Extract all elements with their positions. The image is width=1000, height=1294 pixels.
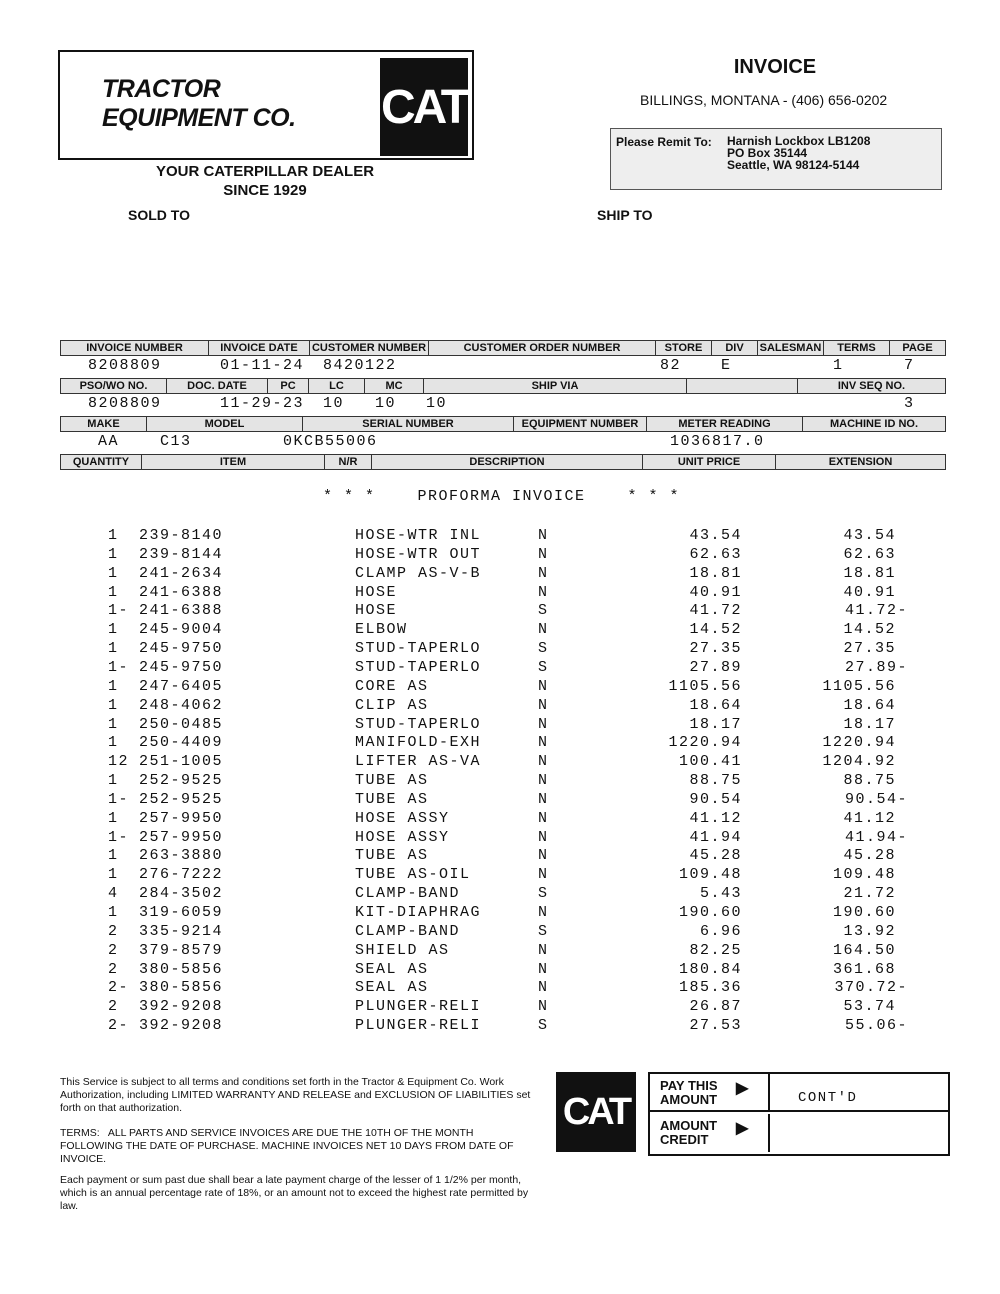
unit-price: 41.94 xyxy=(689,828,742,846)
new-reman-code: N xyxy=(538,828,549,846)
unit-price: 88.75 xyxy=(689,772,742,790)
new-reman-code: N xyxy=(538,696,549,714)
page-number: 7 xyxy=(904,357,915,374)
new-reman-code: S xyxy=(538,1017,549,1035)
late-charge-notice: Each payment or sum past due shall bear a late payment charge of the lesser of 1 1/2% per month, which is an annual percentage rate of 18%, or an amount not to exceed the highest rate permitted by law. xyxy=(60,1174,529,1212)
pso-wo-number: 8208809 xyxy=(88,395,162,412)
new-reman-code: N xyxy=(538,941,549,959)
item-number: 380-5856 xyxy=(139,960,224,978)
unit-price: 1220.94 xyxy=(668,734,742,752)
quantity: 1 xyxy=(108,640,119,658)
new-reman-code: N xyxy=(538,790,549,808)
new-reman-code: N xyxy=(538,677,549,695)
item-number: 245-9750 xyxy=(139,658,224,676)
meter-reading: 1036817.0 xyxy=(670,433,765,450)
new-reman-code: N xyxy=(538,772,549,790)
new-reman-code: S xyxy=(538,885,549,903)
remit-to-box xyxy=(610,128,942,190)
description: CLAMP-BAND xyxy=(355,922,461,940)
unit-price: 18.17 xyxy=(689,715,742,733)
unit-price: 1105.56 xyxy=(668,677,742,695)
extension: 40.91 xyxy=(843,583,896,601)
col-label: ITEM xyxy=(142,455,325,469)
item-number: 252-9525 xyxy=(139,790,224,808)
unit-price: 27.53 xyxy=(689,1017,742,1035)
unit-price: 27.89 xyxy=(689,658,742,676)
div: E xyxy=(721,357,732,374)
item-number: 252-9525 xyxy=(139,772,224,790)
col-label: N/R xyxy=(325,455,372,469)
inv-seq-no: 3 xyxy=(904,395,915,412)
new-reman-code: S xyxy=(538,640,549,658)
extension: 62.63 xyxy=(843,545,896,563)
col-label: INV SEQ NO. xyxy=(837,380,906,392)
item-number: 319-6059 xyxy=(139,904,224,921)
description: HOSE xyxy=(355,583,398,601)
item-number: 239-8140 xyxy=(139,527,224,544)
new-reman-code: N xyxy=(538,979,549,997)
extension: 18.64 xyxy=(843,696,896,714)
quantity: 1 xyxy=(108,677,119,695)
description: HOSE ASSY xyxy=(355,828,450,846)
unit-price: 6.96 xyxy=(699,922,742,940)
col-label: DOC. DATE xyxy=(167,379,268,393)
item-number: 248-4062 xyxy=(139,696,224,714)
col-label: CUSTOMER NUMBER xyxy=(310,341,429,355)
quantity: 1 xyxy=(108,847,119,865)
extension: 21.72 xyxy=(843,885,896,903)
extension: 41.72- xyxy=(844,602,908,620)
item-number: 250-4409 xyxy=(139,734,224,752)
header-row-1 xyxy=(60,340,946,356)
col-label: CUSTOMER ORDER NUMBER xyxy=(429,341,656,355)
credit-label: AMOUNT CREDIT xyxy=(660,1118,718,1147)
new-reman-code: N xyxy=(538,960,549,978)
quantity: 1 xyxy=(108,715,119,733)
payment-box xyxy=(648,1072,950,1156)
item-number: 245-9004 xyxy=(139,621,224,639)
new-reman-code: N xyxy=(538,809,549,827)
description: TUBE AS-OIL xyxy=(355,866,471,884)
unit-price: 43.54 xyxy=(689,527,742,544)
col-label: PC xyxy=(268,379,309,393)
extension: 14.52 xyxy=(843,621,896,639)
extension: 53.74 xyxy=(843,998,896,1016)
invoice-title: INVOICE xyxy=(733,56,817,78)
item-number: 257-9950 xyxy=(139,828,224,846)
item-number: 284-3502 xyxy=(139,885,224,903)
mc: 10 xyxy=(426,395,448,412)
unit-price: 40.91 xyxy=(689,583,742,601)
proforma-banner: * * * PROFORMA INVOICE * * * xyxy=(323,488,681,505)
company-logo xyxy=(80,75,296,133)
extension: 13.92 xyxy=(843,922,896,940)
quantity: 2 xyxy=(108,922,119,940)
quantity: 2 xyxy=(108,960,119,978)
item-number: 251-1005 xyxy=(139,753,224,771)
new-reman-code: N xyxy=(538,904,549,921)
unit-price: 5.43 xyxy=(699,885,742,903)
col-label: UNIT PRICE xyxy=(643,455,776,469)
extension: 164.50 xyxy=(832,941,896,959)
quantity: 1- xyxy=(108,602,130,620)
invoice-location: BILLINGS, MONTANA - (406) 656-0202 xyxy=(640,92,888,108)
description: ELBOW xyxy=(355,621,408,639)
new-reman-code: N xyxy=(538,545,549,563)
extension: 370.72- xyxy=(834,979,908,997)
col-label: MODEL xyxy=(147,417,303,431)
extension: 109.48 xyxy=(832,866,896,884)
item-number: 379-8579 xyxy=(139,941,224,959)
doc-date: 11-29-23 xyxy=(220,395,305,412)
item-number: 245-9750 xyxy=(139,640,224,658)
quantity: 1 xyxy=(108,772,119,790)
pay-label: PAY THIS AMOUNT xyxy=(660,1078,718,1107)
quantity: 1- xyxy=(108,658,130,676)
ship-to-label: SHIP TO xyxy=(597,207,653,223)
item-number: 263-3880 xyxy=(139,847,224,865)
item-number: 335-9214 xyxy=(139,922,224,940)
unit-price: 18.81 xyxy=(689,564,742,582)
col-label: STORE xyxy=(656,341,712,355)
item-number: 247-6405 xyxy=(139,677,224,695)
col-label: DESCRIPTION xyxy=(372,455,643,469)
description: HOSE ASSY xyxy=(355,809,450,827)
model: C13 xyxy=(160,433,192,450)
description: CLIP AS xyxy=(355,696,429,714)
remit-label: Please Remit To: xyxy=(616,135,712,149)
new-reman-code: S xyxy=(538,922,549,940)
quantity: 2 xyxy=(108,941,119,959)
make: AA xyxy=(98,433,120,450)
quantity: 12 xyxy=(108,753,130,771)
new-reman-code: N xyxy=(538,734,549,752)
new-reman-code: N xyxy=(538,998,549,1016)
col-label: INVOICE DATE xyxy=(209,341,310,355)
unit-price: 190.60 xyxy=(678,904,742,921)
item-number: 392-9208 xyxy=(139,998,224,1016)
description: CLAMP AS-V-B xyxy=(355,564,482,582)
extension: 1204.92 xyxy=(822,753,896,771)
description: TUBE AS xyxy=(355,847,429,865)
description: LIFTER AS-VA xyxy=(355,753,482,771)
store: 82 xyxy=(660,357,682,374)
new-reman-code: N xyxy=(538,715,549,733)
extension: 18.81 xyxy=(843,564,896,582)
dealer-tagline xyxy=(130,162,400,200)
unit-price: 62.63 xyxy=(689,545,742,563)
item-number: 241-6388 xyxy=(139,583,224,601)
quantity: 2 xyxy=(108,998,119,1016)
description: STUD-TAPERLO xyxy=(355,640,482,658)
description: PLUNGER-RELI xyxy=(355,1017,482,1035)
quantity: 2- xyxy=(108,979,130,997)
quantity: 1 xyxy=(108,904,119,921)
lc: 10 xyxy=(375,395,397,412)
col-label: METER READING xyxy=(647,417,803,431)
description: SEAL AS xyxy=(355,979,429,997)
col-label: PAGE xyxy=(902,342,933,354)
new-reman-code: N xyxy=(538,866,549,884)
description: SEAL AS xyxy=(355,960,429,978)
header-row-3 xyxy=(60,416,946,432)
description: MANIFOLD-EXH xyxy=(355,734,482,752)
description: HOSE-WTR INL xyxy=(355,527,482,544)
col-label: EXTENSION xyxy=(828,456,893,468)
quantity: 1 xyxy=(108,583,119,601)
sold-to-label: SOLD TO xyxy=(128,207,190,223)
item-number: 380-5856 xyxy=(139,979,224,997)
invoice-number: 8208809 xyxy=(88,357,162,374)
extension: 90.54- xyxy=(844,790,908,808)
logo-line-1: TRACTOR xyxy=(102,75,221,103)
description: SHIELD AS xyxy=(355,941,450,959)
unit-price: 41.12 xyxy=(689,809,742,827)
new-reman-code: S xyxy=(538,658,549,676)
unit-price: 26.87 xyxy=(689,998,742,1016)
new-reman-code: N xyxy=(538,564,549,582)
quantity: 1 xyxy=(108,809,119,827)
extension: 27.89- xyxy=(844,658,908,676)
quantity: 2- xyxy=(108,1017,130,1035)
arrow-right-icon: ▶ xyxy=(736,1120,749,1137)
description: TUBE AS xyxy=(355,790,429,808)
terms-conditions: This Service is subject to all terms and conditions set forth in the Tractor & Equipment Co. Work Authorization, including LIMITED WARRANTY AND RELEASE and EXCLUSION OF LIABILITIES set forth on that authorization. xyxy=(60,1076,531,1114)
serial-number: 0KCB55006 xyxy=(283,433,378,450)
payment-terms: TERMS: ALL PARTS AND SERVICE INVOICES ARE DUE THE 10TH OF THE MONTH FOLLOWING THE DATE OF PURCHASE. MACHINE INVOICES NET 10 DAYS FROM DATE OF INVOICE. xyxy=(60,1127,517,1165)
col-label: INVOICE NUMBER xyxy=(61,341,209,355)
new-reman-code: N xyxy=(538,583,549,601)
new-reman-code: N xyxy=(538,621,549,639)
header-row-2 xyxy=(60,378,946,394)
arrow-right-icon: ▶ xyxy=(736,1080,749,1097)
description: STUD-TAPERLO xyxy=(355,715,482,733)
description: CLAMP-BAND xyxy=(355,885,461,903)
col-label: EQUIPMENT NUMBER xyxy=(514,417,647,431)
extension: 41.12 xyxy=(843,809,896,827)
extension: 45.28 xyxy=(843,847,896,865)
unit-price: 180.84 xyxy=(678,960,742,978)
unit-price: 14.52 xyxy=(689,621,742,639)
col-label xyxy=(687,379,798,393)
extension: 41.94- xyxy=(844,828,908,846)
extension: 27.35 xyxy=(843,640,896,658)
cat-logo-footer: CAT xyxy=(556,1072,636,1152)
item-number: 239-8144 xyxy=(139,545,224,563)
pay-this-amount xyxy=(650,1074,770,1112)
customer-number: 8420122 xyxy=(323,357,397,374)
col-label: MACHINE ID NO. xyxy=(830,418,918,430)
quantity: 1 xyxy=(108,564,119,582)
description: HOSE-WTR OUT xyxy=(355,545,482,563)
item-number: 257-9950 xyxy=(139,809,224,827)
unit-price: 18.64 xyxy=(689,696,742,714)
quantity: 1 xyxy=(108,734,119,752)
new-reman-code: S xyxy=(538,602,549,620)
col-label: PSO/WO NO. xyxy=(61,379,167,393)
item-number: 241-2634 xyxy=(139,564,224,582)
description: STUD-TAPERLO xyxy=(355,658,482,676)
item-number: 392-9208 xyxy=(139,1017,224,1035)
extension: 18.17 xyxy=(843,715,896,733)
logo-line-2: EQUIPMENT CO. xyxy=(102,104,296,132)
item-number: 241-6388 xyxy=(139,602,224,620)
description: HOSE xyxy=(355,602,398,620)
quantity: 1 xyxy=(108,545,119,563)
unit-price: 185.36 xyxy=(678,979,742,997)
col-label: SHIP VIA xyxy=(424,379,687,393)
extension: 1105.56 xyxy=(822,677,896,695)
col-label: QUANTITY xyxy=(61,455,142,469)
new-reman-code: N xyxy=(538,847,549,865)
quantity: 4 xyxy=(108,885,119,903)
quantity: 1- xyxy=(108,790,130,808)
item-number: 276-7222 xyxy=(139,866,224,884)
invoice-date: 01-11-24 xyxy=(220,357,305,374)
line-item-header xyxy=(60,454,946,470)
tagline-2: SINCE 1929 xyxy=(223,182,307,199)
cat-logo: CAT xyxy=(380,58,468,156)
quantity: 1- xyxy=(108,828,130,846)
amount-credit xyxy=(650,1114,770,1152)
col-label: TERMS xyxy=(824,341,890,355)
quantity: 1 xyxy=(108,696,119,714)
unit-price: 41.72 xyxy=(689,602,742,620)
remit-line: Seattle, WA 98124-5144 xyxy=(727,158,860,172)
col-label: LC xyxy=(309,379,365,393)
description: PLUNGER-RELI xyxy=(355,998,482,1016)
col-label: SALESMAN xyxy=(758,341,824,355)
extension: 190.60 xyxy=(832,904,896,921)
unit-price: 90.54 xyxy=(689,790,742,808)
new-reman-code: N xyxy=(538,753,549,771)
extension: 88.75 xyxy=(843,772,896,790)
tagline-1: YOUR CATERPILLAR DEALER xyxy=(155,163,375,180)
quantity: 1 xyxy=(108,527,119,544)
pc: 10 xyxy=(323,395,345,412)
new-reman-code: N xyxy=(538,527,549,544)
remit-line: Harnish Lockbox LB1208 xyxy=(727,134,871,148)
description: KIT-DIAPHRAG xyxy=(355,904,482,921)
unit-price: 109.48 xyxy=(678,866,742,884)
terms: 1 xyxy=(833,357,844,374)
unit-price: 27.35 xyxy=(689,640,742,658)
description: TUBE AS xyxy=(355,772,429,790)
extension: 1220.94 xyxy=(822,734,896,752)
extension: 43.54 xyxy=(843,527,896,544)
unit-price: 45.28 xyxy=(689,847,742,865)
unit-price: 82.25 xyxy=(689,941,742,959)
quantity: 1 xyxy=(108,866,119,884)
extension: 361.68 xyxy=(832,960,896,978)
pay-amount-value: CONT'D xyxy=(798,1090,858,1106)
col-label: DIV xyxy=(712,341,758,355)
col-label: MC xyxy=(365,379,424,393)
extension: 55.06- xyxy=(844,1017,908,1035)
quantity: 1 xyxy=(108,621,119,639)
remit-line: PO Box 35144 xyxy=(727,146,808,160)
col-label: SERIAL NUMBER xyxy=(303,417,514,431)
description: CORE AS xyxy=(355,677,429,695)
unit-price: 100.41 xyxy=(678,753,742,771)
item-number: 250-0485 xyxy=(139,715,224,733)
col-label: MAKE xyxy=(61,417,147,431)
